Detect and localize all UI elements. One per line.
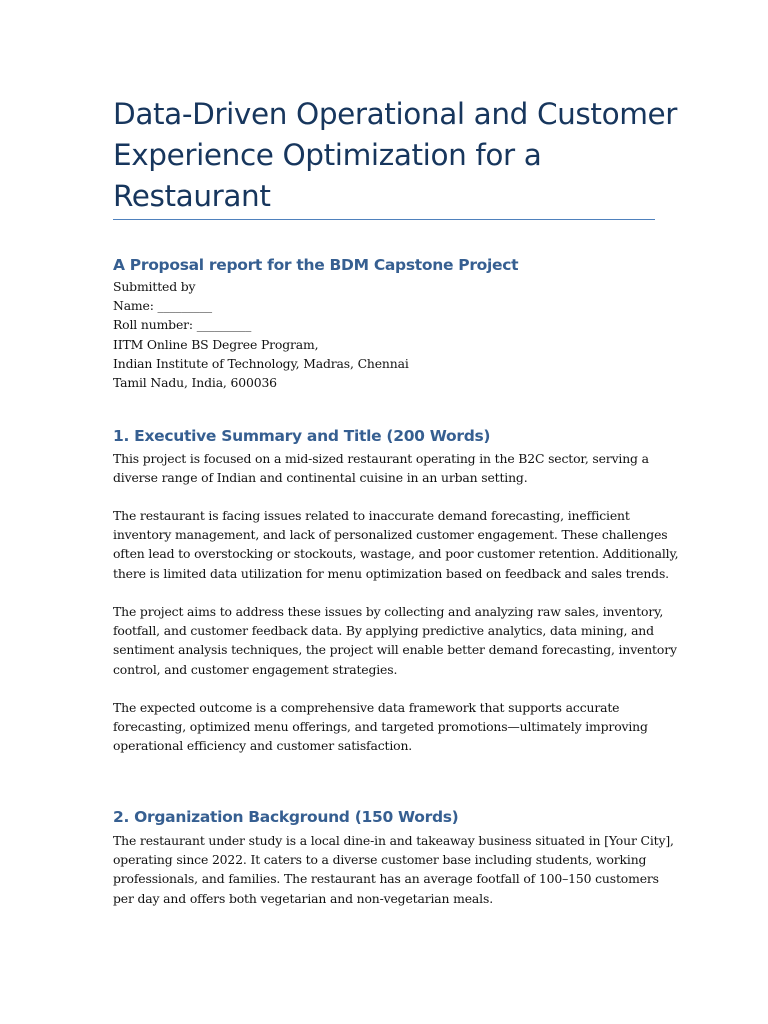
paragraph-line: inventory management, and lack of personalized customer engagement. These challenges — [113, 527, 668, 543]
document-title — [113, 94, 678, 217]
paragraph-line: per day and offers both vegetarian and non-vegetarian meals. — [113, 890, 493, 906]
paragraph — [113, 602, 677, 679]
paragraph-line: The expected outcome is a comprehensive data framework that supports accurate — [113, 700, 620, 715]
paragraph — [113, 506, 679, 583]
title-line: Experience Optimization for a — [113, 138, 542, 172]
paragraph — [113, 449, 658, 487]
section-heading-organization-background: 2. Organization Background (150 Words) — [113, 808, 459, 826]
paragraph-line: control, and customer engagement strategies. — [113, 661, 398, 677]
paragraph-line: The restaurant is facing issues related to inaccurate demand forecasting, inefficient — [113, 508, 630, 523]
paragraph-line: operational efficiency and customer satisfaction. — [113, 738, 413, 754]
program-line: IITM Online BS Degree Program, — [113, 336, 319, 352]
paragraph-line: sentiment analysis techniques, the project will enable better demand forecasting, inventory — [113, 642, 677, 658]
title-line: Restaurant — [113, 179, 271, 213]
name-field: Name: _________ — [113, 298, 212, 314]
paragraph-line: forecasting, optimized menu offerings, and targeted promotions—ultimately improving — [113, 719, 648, 735]
address-line: Tamil Nadu, India, 600036 — [113, 375, 277, 391]
submission-info — [113, 277, 658, 392]
submitted-by-label: Submitted by — [113, 279, 196, 294]
roll-number-field: Roll number: _________ — [113, 317, 252, 333]
paragraph-line: there is limited data utilization for menu optimization based on feedback and sales trends. — [113, 565, 669, 581]
paragraph-line: The restaurant under study is a local dine-in and takeaway business situated in [Your City], — [113, 833, 674, 848]
title-divider — [113, 219, 655, 220]
paragraph-line: operating since 2022. It caters to a diverse customer base including students, working — [113, 852, 647, 868]
paragraph-line: professionals, and families. The restaurant has an average footfall of 100–150 customers — [113, 871, 659, 887]
paragraph-line: The project aims to address these issues by collecting and analyzing raw sales, inventory, — [113, 604, 664, 619]
title-line: Data-Driven Operational and Customer — [113, 97, 678, 131]
paragraph-line: This project is focused on a mid-sized restaurant operating in the B2C sector, serving a — [113, 451, 649, 466]
document-subtitle: A Proposal report for the BDM Capstone Project — [113, 256, 519, 274]
paragraph-line: footfall, and customer feedback data. By applying predictive analytics, data mining, and — [113, 623, 654, 639]
paragraph-line: often lead to overstocking or stockouts, wastage, and poor customer retention. Additionally, — [113, 546, 679, 562]
institute-line: Indian Institute of Technology, Madras, Chennai — [113, 355, 409, 371]
section-heading-executive-summary: 1. Executive Summary and Title (200 Words) — [113, 427, 491, 445]
paragraph — [113, 831, 674, 908]
paragraph-line: diverse range of Indian and continental cuisine in an urban setting. — [113, 470, 528, 486]
paragraph — [113, 698, 658, 756]
